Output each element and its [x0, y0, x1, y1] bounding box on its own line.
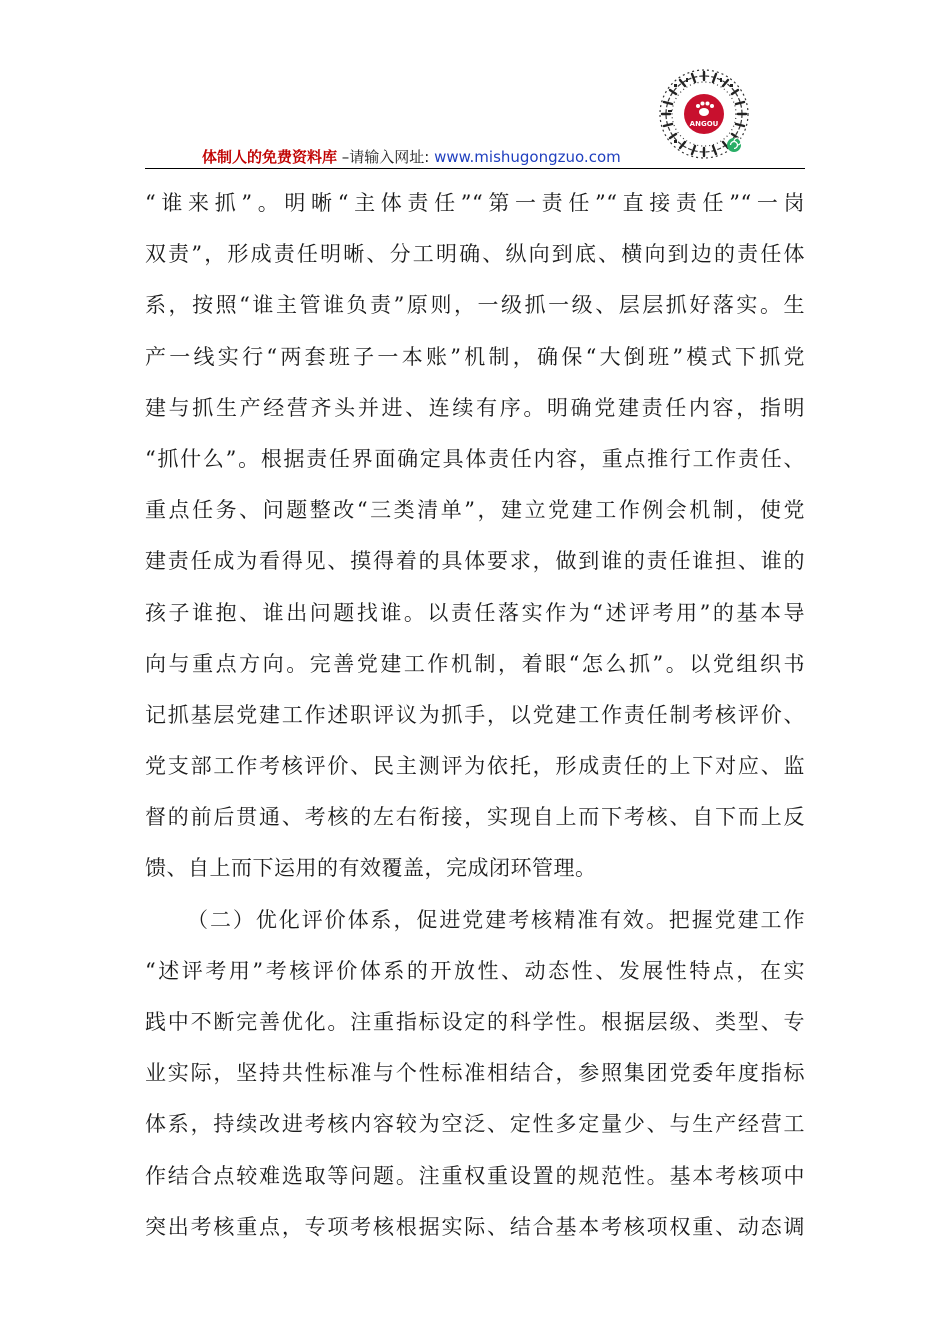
text-line: 突出考核重点，专项考核根据实际、结合基本考核项权重、动态调: [145, 1214, 805, 1239]
text-line: 党支部工作考核评价、民主测评为依托，形成责任的上下对应、监: [145, 754, 805, 779]
text-line: 向与重点方向。完善党建工作机制，着眼“怎么抓”。以党组织书: [145, 651, 805, 676]
text-line: 建责任成为看得见、摸得着的具体要求，做到谁的责任谁担、谁的: [145, 549, 805, 574]
section-heading-line: （二）优化评价体系，促进党建考核精准有效。把握党建工作: [187, 907, 805, 932]
site-url[interactable]: www.mishugongzuo.com: [434, 148, 621, 166]
text-line: 体系，持续改进考核内容较为空泛、定性多定量少、与生产经营工: [145, 1112, 805, 1137]
text-line: 产一线实行“两套班子一本账”机制，确保“大倒班”模式下抓党: [145, 344, 805, 369]
paragraph-end-line: 馈、自上而下运用的有效覆盖，完成闭环管理。: [145, 856, 597, 881]
page-header: [0, 0, 950, 170]
text-line: 双责”，形成责任明晰、分工明确、纵向到底、横向到边的责任体: [145, 242, 805, 267]
header-divider: [145, 168, 805, 169]
qr-logo-text: ANGOU: [689, 120, 719, 128]
text-line: 督的前后贯通、考核的左右衔接，实现自上而下考核、自下而上反: [145, 805, 805, 830]
text-line: 建与抓生产经营齐头并进、连续有序。明确党建责任内容，指明: [145, 395, 805, 420]
text-line: 重点任务、问题整改“三类清单”，建立党建工作例会机制，使党: [145, 498, 805, 523]
site-name: 体制人的免费资料库: [202, 148, 338, 166]
header-banner: [202, 146, 621, 167]
text-line: 作结合点较难选取等问题。注重权重设置的规范性。基本考核项中: [145, 1163, 805, 1188]
text-line: “抓什么”。根据责任界面确定具体责任内容，重点推行工作责任、: [145, 446, 805, 471]
text-line: 践中不断完善优化。注重指标设定的科学性。根据层级、类型、专: [145, 1010, 805, 1034]
text-line: 孩子谁抱、谁出问题找谁。以责任落实作为“述评考用”的基本导: [145, 600, 805, 625]
url-prompt: –请输入网址:: [337, 148, 435, 166]
text-line: “谁来抓”。明晰“主体责任”“第一责任”“直接责任”“一岗: [145, 191, 805, 215]
document-body: [145, 178, 805, 1253]
text-line: “述评考用”考核评价体系的开放性、动态性、发展性特点，在实: [145, 958, 805, 983]
text-line: 业实际，坚持共性标准与个性标准相结合，参照集团党委年度指标: [145, 1061, 805, 1086]
mini-program-qr-code-icon: [656, 66, 752, 162]
text-line: 记抓基层党建工作述职评议为抓手，以党建工作责任制考核评价、: [145, 702, 805, 727]
text-line: 系，按照“谁主管谁负责”原则，一级抓一级、层层抓好落实。生: [145, 293, 805, 318]
